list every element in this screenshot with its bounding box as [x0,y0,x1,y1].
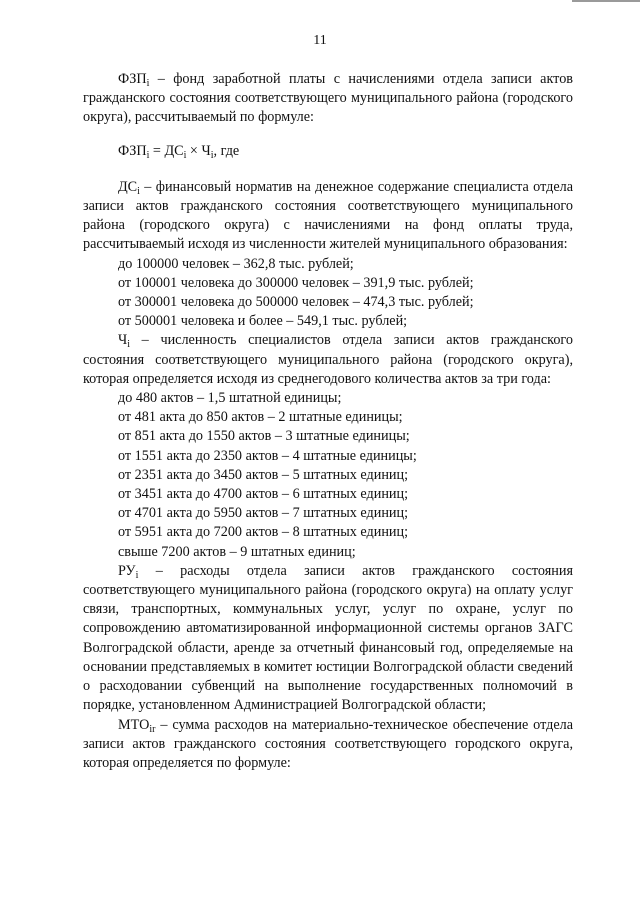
staff-norm-item: от 3451 акта до 4700 актов – 6 штатных единиц; [118,486,409,503]
formula-lhs: ФЗП [118,142,147,159]
fzp-definition [83,70,573,128]
document-body [83,70,573,773]
formula-eq: = ДС [149,142,184,159]
ds-subscript: i [137,185,140,197]
mto-subscript: ir [149,723,156,735]
staff-norm-item: от 851 акта до 1550 актов – 3 штатные единицы; [118,428,410,445]
staff-norm-item: свыше 7200 актов – 9 штатных единиц; [118,543,356,560]
fzp-formula [83,142,573,161]
population-norm-item: до 100000 человек – 362,8 тыс. рублей; [118,255,354,272]
staff-norm-item: от 4701 акта до 5950 актов – 7 штатных единиц; [118,505,409,522]
ds-definition [83,178,573,255]
staff-norm-item: от 5951 акта до 7200 актов – 8 штатных единиц; [118,524,409,541]
fzp-subscript: i [146,78,150,89]
corner-mark [572,0,640,2]
mto-symbol: МТО [118,716,150,733]
ch-subscript: i [127,339,131,351]
ch-symbol: Ч [118,332,128,349]
population-norm-item: от 300001 человека до 500000 человек – 474,3 тыс. рублей; [118,294,474,311]
population-norm-item: от 500001 человека и более – 549,1 тыс. рублей; [118,313,408,330]
ch-text: – численность специалистов отдела записи актов гражданского состояния соответствующего муниципального района (городского округа), которая определяется исходя из среднегодового количества актов за три года: [83,332,573,387]
ds-symbol: ДС [118,178,138,195]
population-norm-item: от 100001 человека до 300000 человек – 391,9 тыс. рублей; [118,274,474,291]
mto-definition [83,716,573,774]
mto-text: – сумма расходов на материально-техническое обеспечение отдела записи актов гражданского состояния соответствующего городского округа, которая определяется по формуле: [83,716,573,771]
fzp-symbol: ФЗП [118,71,147,87]
staff-norm-item: до 480 актов – 1,5 штатной единицы; [118,390,342,407]
formula-tail: , где [213,142,240,159]
ch-definition [83,331,573,389]
ru-definition [83,562,573,716]
ru-text: – расходы отдела записи актов гражданского состояния соответствующего муниципального района (городского округа) на оплату услуг связи, транспортных, коммунальных услуг, услуг по охране, услуг по сопровождению автоматизированной информационной системы органов ЗАГС Волгоградской области, аренде за отчетный финансовый год, определяемые на основании представляемых в комитет юстиции Волгоградской области сведений о расходовании субвенций на выполнение государственных полномочий в порядке, установленном Администрацией Волгоградской области; [83,562,573,714]
staff-norm-item: от 2351 акта до 3450 актов – 5 штатных единиц; [118,466,409,483]
formula-lhs-subscript: i [146,149,150,161]
staff-norm-item: от 1551 акта до 2350 актов – 4 штатные единицы; [118,447,417,464]
ru-subscript: i [135,569,139,581]
formula-times: × Ч [186,142,211,159]
fzp-text: – фонд заработной платы с начислениями отдела записи актов гражданского состояния соответствующего муниципального района (городского округа), рассчитываемый по формуле: [83,71,573,126]
ds-text: – финансовый норматив на денежное содержание специалиста отдела записи актов гражданского состояния соответствующего муниципального района (городского округа) с начислениями на фонд оплаты труда, рассчитываемый исходя из численности жителей муниципального образования: [83,178,573,253]
formula-ch-subscript: i [210,149,214,161]
formula-ds-subscript: i [183,149,187,161]
staff-norm-item: от 481 акта до 850 актов – 2 штатные единицы; [118,409,403,426]
ru-symbol: РУ [118,562,136,579]
page-number: 11 [313,33,327,48]
